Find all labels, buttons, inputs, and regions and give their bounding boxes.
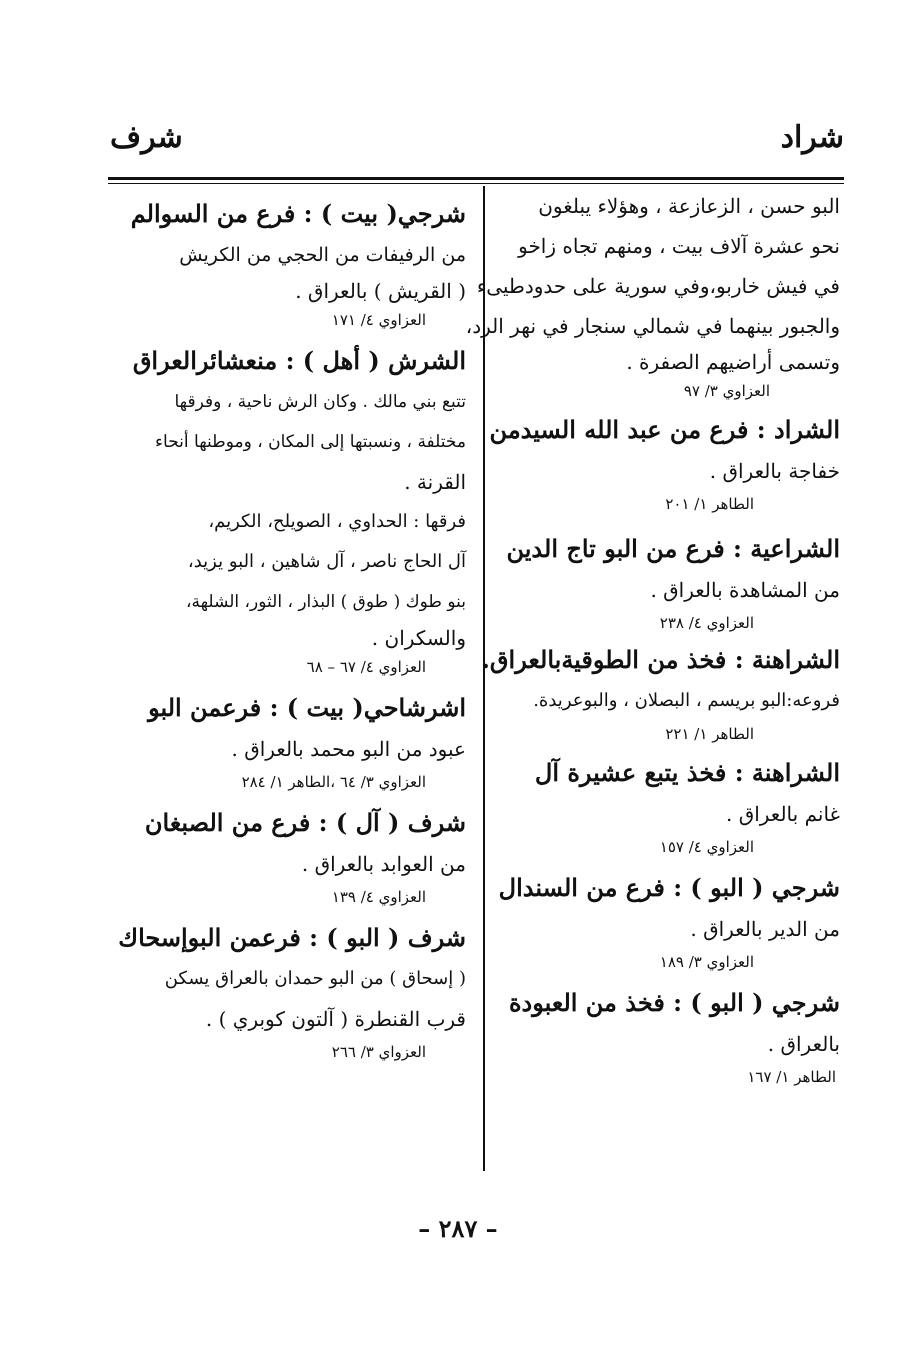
text-line: بنو طوك ( طوق ) البذار ، الثور، الشلهة، [186,592,466,612]
text-line: وتسمى أراضيهم الصفرة . [626,350,840,374]
entry-head-line [450,983,840,1024]
source-reference: العزاوي ٣/ ٦٤ ،الطاهر ١/ ٢٨٤ [241,773,426,791]
text-line: من الرفيفات من الحجي من الكريش [179,244,466,266]
entry-sharaf-al [110,803,466,910]
entry-head-line [450,410,840,451]
entry-headword: الشراعية : فرع من البو تاج الدين [506,534,840,563]
text-line: البو حسن ، الزعازعة ، وهؤلاء يبلغون [538,194,840,218]
entry-headword: الشراد : فرع من عبد الله السيدمن [489,415,840,444]
text-line: فرقها : الحداوي ، الصويلح، الكريم، [208,511,466,532]
text-line: من المشاهدة بالعراق . [650,578,840,602]
entry-headword: شرجي( بيت ) : فرع من السوالم [130,199,466,228]
entry-al-sharsh [110,341,466,680]
source-reference: العزاوي ٣/ ٩٧ [683,382,770,400]
entry-headword: شرجي ( البو ) : فخذ من العبودة [508,988,840,1017]
text-line: مختلفة ، ونسبتها إلى المكان ، وموطنها أنحاء [155,432,466,452]
text-line: تتبع بني مالك . وكان الرش ناحية ، وفرقها [174,392,466,412]
source-reference: العزاوي ٤/ ٦٧ – ٦٨ [306,658,426,676]
text-line: بالعراق . [767,1032,840,1056]
running-head-right: شراد [780,120,844,155]
entry-headword: شرف ( البو ) : فرعمن البوإسحاك [118,923,466,952]
running-head-left: شرف [110,120,183,155]
text-line: القرنة . [404,470,466,494]
text-line: والجبور بينهما في شمالي سنجار في نهر الرد، [465,314,840,338]
page-number: – ٢٨٧ – [418,1214,498,1243]
text-line: من العوابد بالعراق . [301,852,466,876]
text-line: قرب القنطرة ( آلتون كوبري ) . [205,1007,466,1031]
entry-headword: الشرش ( أهل ) : منعشائرالعراق [132,346,466,375]
entry-head-line [110,194,466,235]
entry-al-shiraiya [450,529,840,636]
entry-headword: الشراهنة : فخذ من الطوقيةبالعراق. [481,645,840,674]
text-line: ( القريش ) بالعراق . [295,279,466,303]
source-reference: الطاهر ١/ ٢٢١ [665,725,754,743]
text-line: آل الحاج ناصر ، آل شاهين ، البو يزيد، [187,551,466,572]
right-column [450,186,840,1090]
text-line: عبود من البو محمد بالعراق . [231,737,466,761]
text-line: في فيش خاربو،وفي سورية على حدودطيىء [476,274,840,298]
text-line: من الدير بالعراق . [690,917,840,941]
text-line: فروعه:البو بريسم ، البصلان ، والبوعريدة. [533,690,840,711]
text-line: نحو عشرة آلاف بيت ، ومنهم تجاه زاخو [518,234,840,258]
source-reference: الطاهر ١/ ١٦٧ [747,1068,836,1086]
entry-al-shirad [450,410,840,517]
source-reference: العزاوي ٤/ ١٣٩ [331,888,426,906]
entry-head-line [110,341,466,382]
continuation-entry [450,186,840,404]
source-reference: العزاوي ٣/ ١٨٩ [659,953,754,971]
source-reference: الطاهر ١/ ٢٠١ [665,495,754,513]
entry-head-line [450,529,840,570]
entry-ishrshahi-bayt [110,688,466,795]
text-line: خفاجة بالعراق . [709,459,840,483]
source-reference: العزواي ٣/ ٢٦٦ [331,1043,426,1061]
source-reference: العزاوي ٤/ ١٧١ [331,311,426,329]
entry-head-line [110,803,466,844]
entry-al-sharahina-2 [450,753,840,860]
entry-head-line [450,868,840,909]
entry-headword: اشرشاحي( بيت ) : فرعمن البو [148,693,466,722]
entry-head-line [110,688,466,729]
entry-sharji-bayt [110,194,466,333]
left-column [110,186,466,1065]
text-line: والسكران . [371,626,466,650]
entry-head-line [450,753,840,794]
header-rule-thin [108,183,844,184]
entry-sharji-albu-2 [450,983,840,1090]
text-line: غانم بالعراق . [725,802,840,826]
entry-head-line [450,640,840,681]
source-reference: العزاوي ٤/ ١٥٧ [659,838,754,856]
entry-headword: الشراهنة : فخذ يتبع عشيرة آل [534,758,840,787]
header-rule-thick [108,177,844,180]
entry-sharaf-albu [110,918,466,1065]
entry-head-line [110,918,466,959]
entry-headword: شرجي ( البو ) : فرع من السندال [498,873,840,902]
text-line: ( إسحاق ) من البو حمدان بالعراق يسكن [164,968,466,989]
entry-al-sharahina-1 [450,640,840,747]
source-reference: العزاوي ٤/ ٢٣٨ [659,614,754,632]
entry-headword: شرف ( آل ) : فرع من الصبغان [144,808,466,837]
entry-sharji-albu-1 [450,868,840,975]
